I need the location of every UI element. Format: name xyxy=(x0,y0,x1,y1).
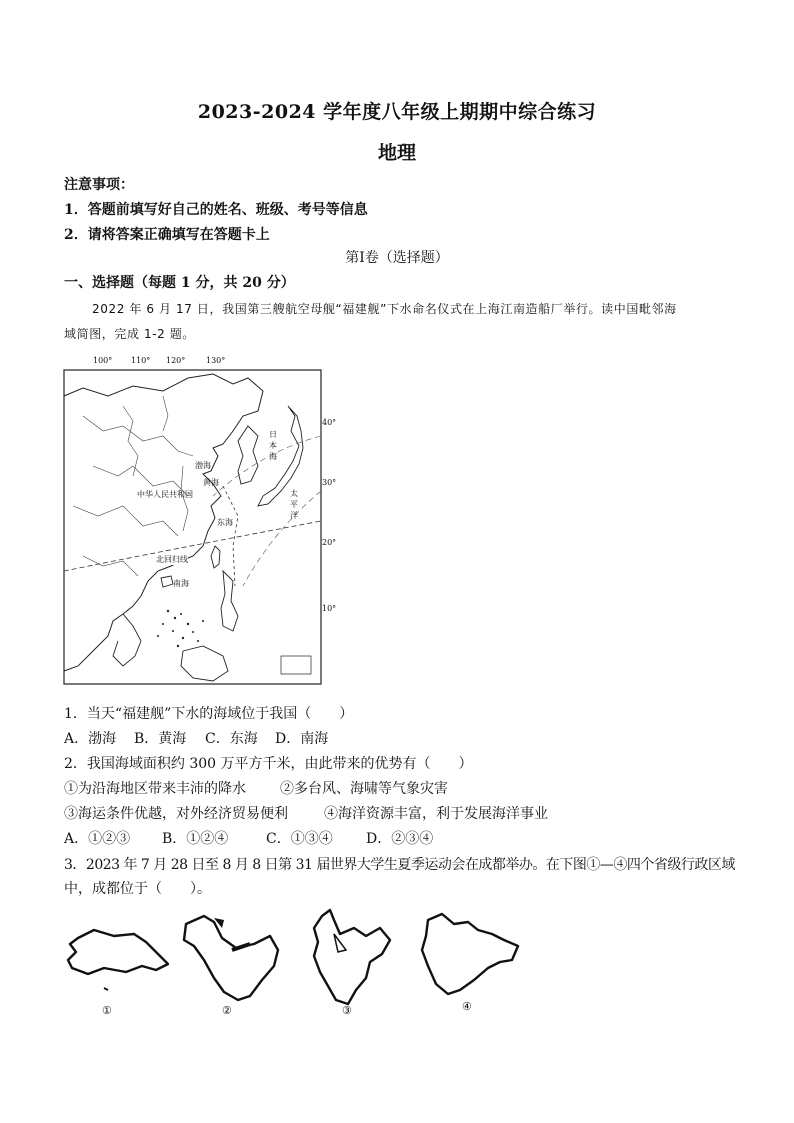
map-label-prc: 中华人民共和国 xyxy=(137,490,193,499)
q3-stem-line-2: 中，成都位于（ ）。 xyxy=(64,881,211,897)
subject-title: 地理 xyxy=(377,142,416,164)
map-label-pacific: 太 平 洋 xyxy=(290,489,298,520)
lon-label-130: 130° xyxy=(206,356,226,365)
q2-option-b: B．①②④ xyxy=(162,831,229,847)
q2-option-c: C．①③④ xyxy=(266,831,333,847)
q2-statement-4: ④海洋资源丰富，利于发展海洋事业 xyxy=(324,806,548,822)
volume-heading: 第Ⅰ卷（选择题） xyxy=(345,250,449,266)
q1-stem: 1．当天“福建舰”下水的海域位于我国（ ） xyxy=(64,706,354,722)
map-label-japan-sea: 日 本 海 xyxy=(269,430,277,461)
q2-statement-3: ③海运条件优越，对外经济贸易便利 xyxy=(64,806,288,822)
passage-line-2: 域简图，完成 1-2 题。 xyxy=(64,327,196,341)
map-label-tropic: 北回归线 xyxy=(156,555,188,564)
shape-label-3: ③ xyxy=(342,1004,352,1017)
q2-stem: 2．我国海域面积约 300 万平方千米，由此带来的优势有（ ） xyxy=(64,756,473,772)
shape-label-1: ① xyxy=(102,1004,112,1017)
notes-heading: 注意事项： xyxy=(64,177,134,193)
lon-label-120: 120° xyxy=(166,356,186,365)
lon-label-100: 100° xyxy=(93,356,113,365)
notes-item-2: 2．请将答案正确填写在答题卡上 xyxy=(64,227,270,243)
part-heading: 一、选择题（每题 1 分，共 20 分） xyxy=(64,275,295,291)
q2-option-a: A．①②③ xyxy=(64,831,131,847)
q1-option-c: C．东海 xyxy=(205,731,258,747)
lat-label-40: 40° xyxy=(322,418,337,427)
shape-label-2: ② xyxy=(222,1004,232,1017)
q1-option-b: B．黄海 xyxy=(134,731,187,747)
exam-title: 2023-2024 学年度八年级上期期中综合练习 xyxy=(197,101,597,123)
q1-option-d: D．南海 xyxy=(275,731,329,747)
passage-line-1: 2022 年 6 月 17 日，我国第三艘航空母舰“福建舰”下水命名仪式在上海江南造船厂举行。读中国毗邻海 xyxy=(92,302,677,316)
q2-statement-1: ①为沿海地区带来丰沛的降水 xyxy=(64,781,246,797)
q1-option-a: A．渤海 xyxy=(64,731,117,747)
map-label-bohai: 渤海 xyxy=(195,461,211,470)
map-label-donghai: 东海 xyxy=(217,518,233,527)
map-label-nanhai: 南海 xyxy=(173,579,189,588)
lon-label-110: 110° xyxy=(131,356,151,365)
q3-stem-line-1: 3．2023 年 7 月 28 日至 8 月 8 日第 31 届世界大学生夏季运动会在成都举办。在下图①—④四个省级行政区域 xyxy=(64,857,735,873)
q2-option-d: D．②③④ xyxy=(366,831,434,847)
notes-item-1: 1．答题前填写好自己的姓名、班级、考号等信息 xyxy=(64,202,368,218)
china-seas-map xyxy=(63,356,339,688)
lat-label-20: 20° xyxy=(322,538,337,547)
lat-label-30: 30° xyxy=(322,478,337,487)
map-label-huanghai: 黄海 xyxy=(203,478,219,487)
shape-label-4: ④ xyxy=(462,1000,472,1013)
q2-statement-2: ②多台风、海啸等气象灾害 xyxy=(280,781,448,797)
province-outlines xyxy=(64,906,524,1024)
lat-label-10: 10° xyxy=(322,604,337,613)
